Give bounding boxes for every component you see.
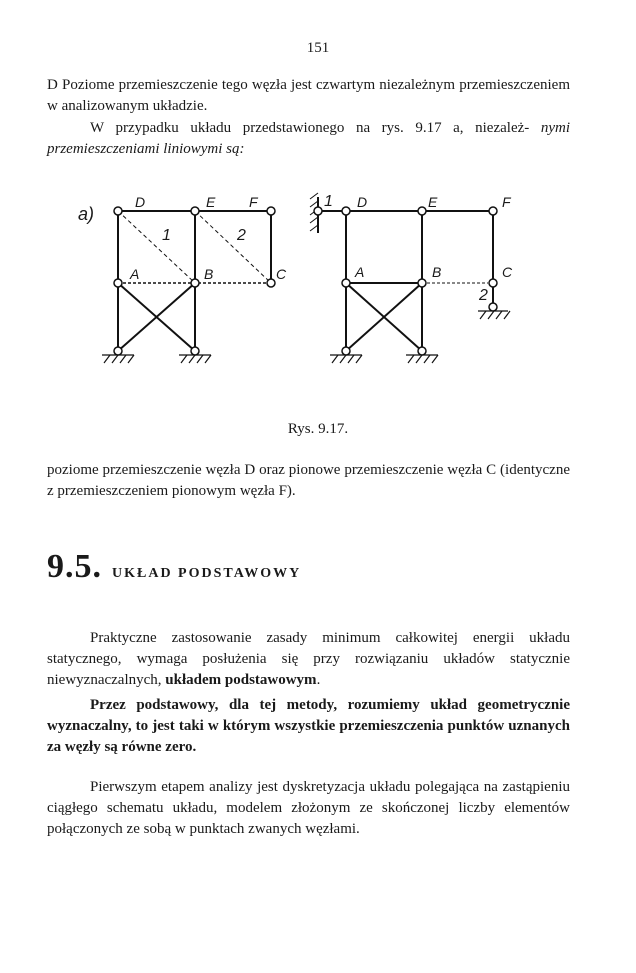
paragraph-practical-application-text: Praktyczne zastosowanie zasady minimum całkowitej energii układu statycznego, wymaga posłużenia się przy rozwiązaniu układów statycznie niewyznaczalnych, [47, 630, 570, 688]
section-heading [47, 548, 301, 586]
figure-9-17 [78, 185, 538, 380]
node-label-b-left: B [204, 266, 214, 282]
figure-panel-label: a) [78, 204, 95, 224]
node-label-c-right: C [502, 264, 513, 280]
page-number: 151 [306, 40, 330, 56]
displacement-label-2-left: 2 [237, 227, 246, 244]
figure-caption: Rys. 9.17. [287, 421, 349, 437]
paragraph-figure-reference-italic: nymi przemieszczeniami liniowymi są: [47, 120, 571, 157]
node-label-e-right: E [428, 194, 438, 210]
section-number: 9.5. [47, 548, 102, 585]
frame-diagram [78, 185, 538, 380]
node-label-e-left: E [206, 194, 216, 210]
displacement-label-1-right: 1 [324, 193, 333, 210]
paragraph-displacements: poziome przemieszczenie węzła D oraz pionowe przemieszczenie węzła C (identyczne z przemieszczeniem pionowym węzła F). [47, 462, 570, 499]
node-label-d-right: D [357, 194, 368, 210]
paragraph-figure-reference-lead: W przypadku układu przedstawionego na rys. 9.17 a, niezależ- [90, 120, 530, 136]
paragraph-definition: Przez podstawowy, dla tej metody, rozumiemy układ geometrycznie wyznaczalny, to jest taki w którym wszystkie przemieszczenia punktów uznanych za węzły są równe zero. [47, 697, 570, 755]
ground-supports [102, 311, 510, 363]
paragraph-figure-reference [47, 118, 570, 160]
paragraph-practical-application [47, 628, 570, 691]
node-label-b-right: B [432, 264, 442, 280]
displacement-label-1-left: 1 [162, 227, 171, 244]
node-label-f-right: F [502, 194, 511, 210]
node-label-f-left: F [249, 194, 258, 210]
node-label-c-left: C [276, 266, 287, 282]
node-label-d-left: D [135, 194, 146, 210]
paragraph-practical-application-end: . [316, 672, 321, 688]
paragraph-practical-application-bold: układem podstawowym [165, 672, 317, 688]
section-title: UKŁAD PODSTAWOWY [112, 566, 302, 581]
node-label-a-left: A [130, 266, 140, 282]
paragraph-discretization: Pierwszym etapem analizy jest dyskretyzacja układu polegająca na zastąpieniu ciągłego schematu układu, modelem złożonym ze skończonej liczby elementów połączonych ze sobą w punktach zwanych węzłami. [47, 779, 570, 837]
paragraph-intro: D Poziome przemieszczenie tego węzła jest czwartym niezależnym przemieszczeniem w analizowanym układzie. [47, 77, 570, 114]
displacement-label-2-right: 2 [479, 287, 488, 304]
node-label-a-right: A [355, 264, 365, 280]
